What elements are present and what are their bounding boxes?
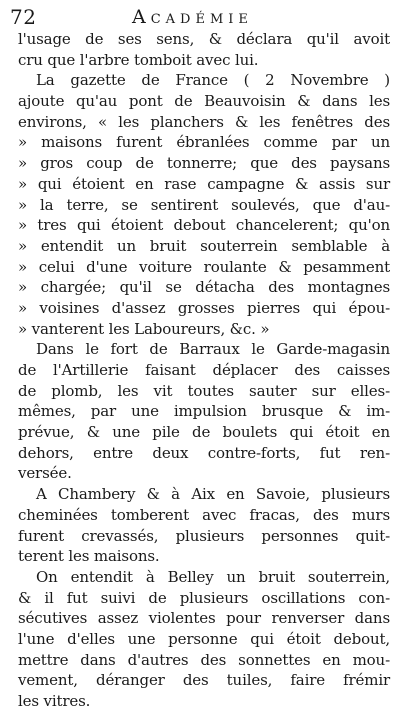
text-line: » chargée; qu'il se détacha des montagnes <box>18 278 390 297</box>
text-line: de l'Artillerie faisant déplacer des caisses <box>18 361 390 379</box>
running-head: Académie <box>132 6 253 28</box>
text-line: l'usage de ses sens, & déclara qu'il avoit <box>18 30 390 48</box>
text-line: mettre dans d'autres des sonnettes en mou- <box>18 650 390 669</box>
text-line: dehors, entre deux contre-forts, fut ren- <box>18 443 390 462</box>
text-line: ajoute qu'au pont de Beauvoisin & dans les <box>18 92 390 111</box>
page-number: 72 <box>10 5 37 29</box>
text-line: A Chambery & à Aix en Savoie, plusieurs <box>36 485 390 504</box>
page-body-text <box>18 29 390 712</box>
text-line: La gazette de France ( 2 Novembre ) <box>36 71 390 90</box>
text-line: environs, « les planchers & les fenêtres des <box>18 112 390 131</box>
text-line: Dans le fort de Barraux le Garde-magasin <box>36 340 390 359</box>
text-line: vement, déranger des tuiles, faire frémir <box>18 671 390 690</box>
text-line: cru que l'arbre tomboit avec lui. <box>18 50 259 69</box>
text-line: les vitres. <box>18 692 91 710</box>
text-line: » vanterent les Laboureurs, &c. » <box>18 319 270 338</box>
text-line: mêmes, par une impulsion brusque & im- <box>18 402 390 421</box>
text-line: furent crevassés, plusieurs personnes quit- <box>18 526 390 545</box>
page-header <box>0 4 400 32</box>
text-line: terent les maisons. <box>18 547 160 566</box>
text-line: l'une d'elles une personne qui étoit debout, <box>18 629 390 648</box>
text-line: » qui étoient en rase campagne & assis sur <box>18 174 390 193</box>
text-line: » la terre, se sentirent soulevés, que d'au- <box>18 195 390 214</box>
text-line: sécutives assez violentes pour renverser dans <box>18 609 390 628</box>
text-line: » tres qui étoient debout chancelerent; qu'on <box>18 216 390 235</box>
text-line: prévue, & une pile de boulets qui étoit en <box>18 423 390 442</box>
text-line: » celui d'une voiture roulante & pesamment <box>18 257 390 276</box>
text-line: & il fut suivi de plusieurs oscillations con- <box>18 588 390 607</box>
text-line: » gros coup de tonnerre; que des paysans <box>18 154 390 173</box>
text-line: cheminées tomberent avec fracas, des murs <box>18 505 390 524</box>
text-line: de plomb, les vit toutes sauter sur elles- <box>18 381 390 400</box>
text-line: » entendit un bruit souterrein semblable à <box>18 236 390 255</box>
text-line: On entendit à Belley un bruit souterrein, <box>36 567 390 586</box>
text-line: » maisons furent ébranlées comme par un <box>18 133 390 152</box>
text-line: » voisines d'assez grosses pierres qui épou- <box>18 298 390 317</box>
text-line: versée. <box>18 464 72 483</box>
